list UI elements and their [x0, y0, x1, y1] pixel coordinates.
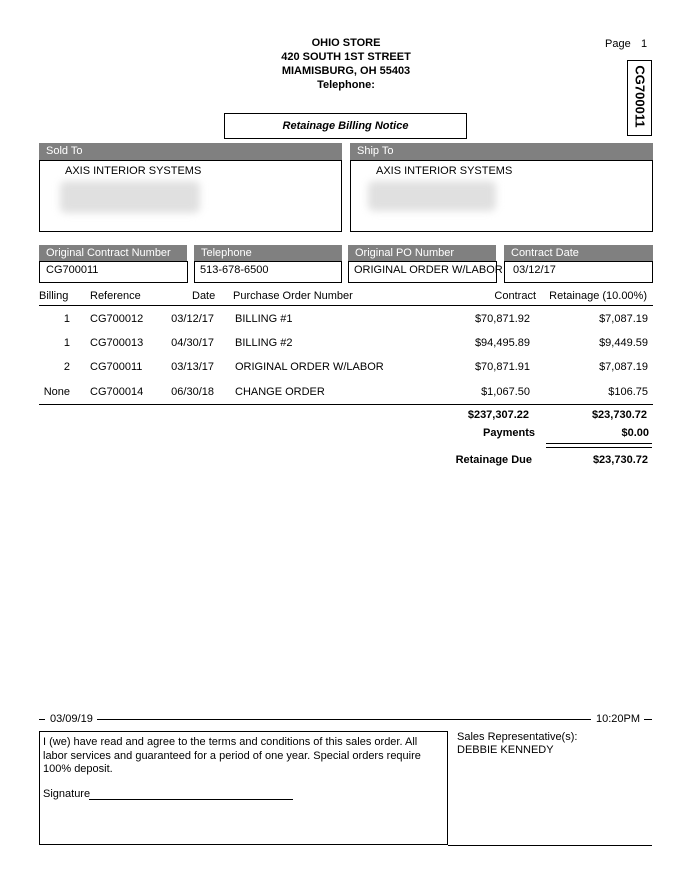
- retainage-due-value: $23,730.72: [592, 454, 648, 466]
- signature-line: [89, 799, 293, 800]
- col-header-billing: Billing: [39, 290, 69, 302]
- sales-rep-name: DEBBIE KENNEDY: [457, 744, 554, 756]
- cell-reference: CG700012: [90, 313, 144, 325]
- ship-to-label: Ship To: [350, 143, 653, 160]
- telephone-label: Telephone: [194, 245, 342, 261]
- col-header-reference: Reference: [90, 290, 141, 302]
- contract-total: $237,307.22: [467, 409, 529, 421]
- sales-rep-label: Sales Representative(s):: [457, 731, 578, 743]
- cell-po: CHANGE ORDER: [235, 386, 325, 398]
- footer-rule-middle: [97, 719, 591, 720]
- page-number: 1: [641, 38, 648, 50]
- col-header-contract: Contract: [494, 290, 536, 302]
- footer-date: 03/09/19: [50, 713, 93, 725]
- cell-billing: 1: [63, 313, 70, 325]
- cell-billing: 2: [63, 361, 70, 373]
- cell-contract: $94,495.89: [474, 337, 530, 349]
- sold-to-label: Sold To: [39, 143, 342, 160]
- cell-date: 03/12/17: [171, 313, 214, 325]
- retainage-due-label: Retainage Due: [455, 454, 532, 466]
- store-address-line2: MIAMISBURG, OH 55403: [281, 65, 411, 77]
- cell-retainage: $106.75: [608, 386, 648, 398]
- footer-rule-right: [644, 719, 652, 720]
- rows-divider: [39, 404, 653, 405]
- cell-billing: 1: [63, 337, 70, 349]
- document-title: Retainage Billing Notice: [282, 120, 409, 132]
- cell-reference: CG700011: [90, 361, 143, 373]
- footer-rule-left: [39, 719, 45, 720]
- payments-label: Payments: [483, 427, 535, 439]
- page-label: Page: [605, 38, 631, 50]
- cell-contract: $70,871.91: [474, 361, 530, 373]
- cell-date: 04/30/17: [171, 337, 214, 349]
- footer-time: 10:20PM: [596, 713, 641, 725]
- po-number: ORIGINAL ORDER W/LABOR: [354, 264, 503, 276]
- contract-id-vertical-box: [627, 60, 652, 136]
- store-address-line1: 420 SOUTH 1ST STREET: [281, 51, 411, 63]
- contract-id-vertical: CG700011: [632, 65, 648, 128]
- terms-text: I (we) have read and agree to the terms and conditions of this sales order. All labor services and guaranteed for a period of one year. Special orders require 100% deposit.: [43, 736, 421, 775]
- contract-date-label: Contract Date: [504, 245, 653, 261]
- contract-number-label: Original Contract Number: [39, 245, 187, 261]
- double-rule: [546, 443, 652, 448]
- cell-date: 03/13/17: [171, 361, 214, 373]
- contract-date: 03/12/17: [513, 264, 556, 276]
- signature-label: Signature: [43, 788, 91, 800]
- sold-to-address-redacted: [60, 181, 200, 213]
- col-header-po: Purchase Order Number: [233, 290, 353, 302]
- payments-value: $0.00: [621, 427, 649, 439]
- store-name: OHIO STORE: [311, 37, 381, 49]
- cell-retainage: $9,449.59: [599, 337, 648, 349]
- sold-to-name: AXIS INTERIOR SYSTEMS: [65, 165, 202, 177]
- ship-to-address-redacted: [368, 181, 496, 211]
- ship-to-name: AXIS INTERIOR SYSTEMS: [376, 165, 513, 177]
- cell-po: ORIGINAL ORDER W/LABOR: [235, 361, 384, 373]
- telephone-value: 513-678-6500: [200, 264, 269, 276]
- rep-bottom-rule: [448, 845, 652, 846]
- contract-number: CG700011: [46, 264, 99, 276]
- cell-po: BILLING #1: [235, 313, 293, 325]
- cell-billing: None: [43, 386, 70, 398]
- cell-reference: CG700014: [90, 386, 144, 398]
- cell-po: BILLING #2: [235, 337, 293, 349]
- cell-retainage: $7,087.19: [599, 313, 648, 325]
- col-header-date: Date: [192, 290, 216, 302]
- cell-retainage: $7,087.19: [599, 361, 648, 373]
- cell-contract: $70,871.92: [474, 313, 530, 325]
- col-header-retainage: Retainage (10.00%): [549, 290, 647, 302]
- title-box: [224, 113, 467, 139]
- retainage-total: $23,730.72: [591, 409, 647, 421]
- cell-contract: $1,067.50: [481, 386, 530, 398]
- store-telephone-label: Telephone:: [317, 79, 375, 91]
- po-number-label: Original PO Number: [348, 245, 496, 261]
- header-divider: [39, 305, 653, 306]
- cell-date: 06/30/18: [171, 386, 214, 398]
- cell-reference: CG700013: [90, 337, 144, 349]
